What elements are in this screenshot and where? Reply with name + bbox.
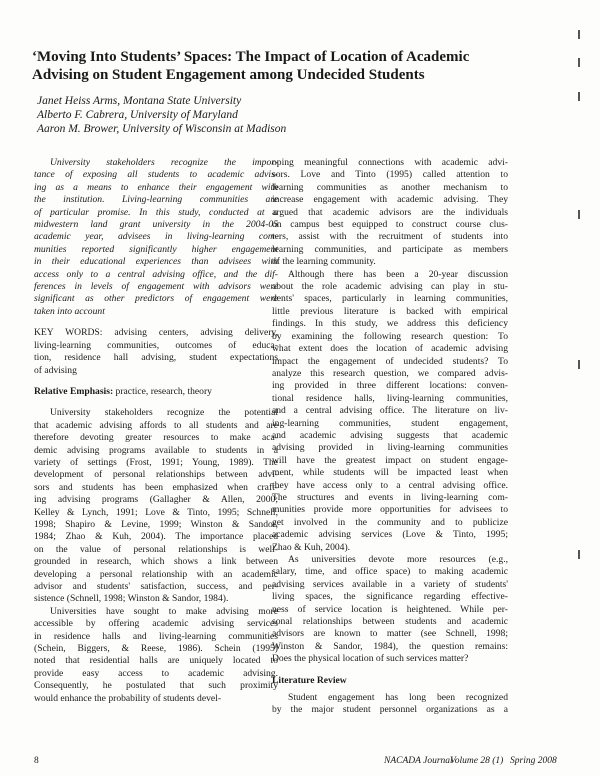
page-number: 8 (34, 756, 39, 766)
text-line: of advising (34, 364, 77, 376)
text-line: 1998; Shapiro & Levine, 1999; Winston & Sandor, (34, 518, 278, 530)
text-line: grounded in research, which shows a link between (34, 556, 278, 568)
text-line: (Schein, Biggers, & Reese, 1986). Schein (1995) (34, 643, 278, 655)
text-line: taken into account (34, 305, 105, 317)
text-line: advisors are known to matter (see Schnell, 1998; (272, 628, 508, 640)
right-body (272, 157, 508, 666)
author-line: Aaron M. Brower, University of Wisconsin at Madison (37, 123, 287, 135)
text-line: munities provide more opportunities for advisees to (272, 504, 508, 516)
text-line: tion, residence hall advising, student expectations (34, 352, 278, 364)
text-line: about the role academic advising can play in stu- (272, 281, 508, 293)
text-line: Zhao & Kuh, 2004). (272, 541, 351, 553)
text-line: developing a personal relationship with an academic (34, 568, 278, 580)
text-line: Does the physical location of such services matter? (272, 653, 469, 665)
text-line: accessible by offering academic advising services (34, 618, 278, 630)
text-line: therefore devoting greater resources to make aca- (34, 432, 278, 444)
title-line: Advising on Student Engagement among Undecided Students (32, 67, 425, 83)
text-line: on the value of personal relationships is well- (34, 543, 278, 555)
left-column (34, 157, 278, 705)
text-line: Consequently, he postulated that such proximity (34, 680, 278, 692)
title-line: ‘Moving Into Students’ Spaces: The Impact of Location of Academic (32, 49, 470, 65)
text-line: ing advising programs (Gallagher & Allen, 2000; (34, 494, 278, 506)
relative-emphasis-value: practice, research, theory (113, 385, 212, 397)
text-line: by examining the following research question: To (272, 330, 508, 342)
text-line: salary, time, and office space) to making academic (272, 566, 508, 578)
scan-edge-marks (578, 30, 582, 730)
text-line: living spaces, the significance regarding effective- (272, 591, 508, 603)
paragraph (272, 554, 508, 666)
text-line: sonal relationships between students and academic (272, 616, 508, 628)
text-line: ness of service location is heightened. While per- (272, 603, 508, 615)
text-line: sors and students has been emphasized when craft- (34, 481, 278, 493)
right-column (272, 157, 508, 717)
text-line: Winston & Sandor, 1984), the question remains: (272, 640, 508, 652)
text-line: University stakeholders recognize the potential (50, 407, 278, 419)
paragraph (272, 157, 508, 269)
text-line: ment, while students will be impacted least when (272, 467, 508, 479)
text-line: provide easy access to academic advising. (34, 667, 278, 679)
text-line: sistence (Schnell, 1998; Winston & Sandor, 1984). (34, 593, 229, 605)
text-line: ters, assist with the recruitment of students into (272, 231, 508, 243)
text-line: findings. In this study, we address this deficiency (272, 318, 508, 330)
text-line: of the learning community. (272, 256, 376, 268)
text-line: University stakeholders recognize the impor- (50, 157, 278, 168)
text-line: advising services available in a variety of students' (272, 578, 508, 590)
author-line: Alberto F. Cabrera, University of Maryland (37, 109, 238, 121)
text-line: noted that residential halls are uniquely located to (34, 655, 278, 667)
text-line: little previous literature is backed with empirical (272, 305, 508, 317)
text-line: ing-learning communities, student engagement, (272, 417, 508, 429)
text-line: advising provided in living-learning communities (272, 442, 508, 454)
text-line: argued that academic advisors are the individuals (272, 206, 508, 218)
text-line: that academic advising affords to all students and are (34, 419, 278, 431)
text-line: midwestern land grant university in the 2004-05 (34, 219, 278, 231)
text-line: impact the engagement of undecided students? To (272, 355, 508, 367)
paragraph (272, 269, 508, 554)
text-line: ing provided in three different locations: conven- (272, 380, 508, 392)
text-line: 1984; Zhao & Kuh, 2004). The importance placed (34, 531, 278, 543)
text-line: dents' spaces, particularly in learning communities, (272, 293, 508, 305)
author-line: Janet Heiss Arms, Montana State University (37, 95, 242, 107)
text-line: ing as a means to enhance their engagement with (34, 181, 278, 193)
relative-emphasis (34, 386, 278, 398)
relative-emphasis-label: Relative Emphasis: (34, 385, 114, 397)
text-line: the institution. Living-learning communities are (34, 194, 278, 206)
text-line: sors. Love and Tinto (1995) called attention to (272, 169, 508, 181)
text-line: get involved in the community and to publicize (272, 516, 508, 528)
text-line: development of personal relationships between advi- (34, 469, 278, 481)
paragraph (34, 606, 278, 705)
keywords (34, 327, 278, 377)
text-line: they have access only to a central advising office. (272, 479, 508, 491)
text-line: would enhance the probability of students devel- (34, 692, 222, 704)
text-line: living-learning communities, outcomes of educa- (34, 339, 278, 351)
text-line: on campus best equipped to construct course clus- (272, 219, 508, 231)
text-line: and academic advising suggests that academic (272, 429, 508, 441)
article-title (32, 48, 552, 84)
text-line: analyze this research question, we compared advis- (272, 367, 508, 379)
text-line: Although there has been a 20-year discussion (288, 268, 508, 280)
text-line: Student engagement has long been recognized (288, 692, 508, 704)
journal-issue: Spring 2008 (510, 756, 557, 766)
text-line: of particular promise. In this study, conducted at a (34, 206, 278, 218)
text-line: advisor and students' satisfaction, success, and per- (34, 581, 278, 592)
text-line: significant as other predictors of engagement were (34, 293, 278, 305)
text-line: learning communities, and participate as members (272, 243, 508, 255)
text-line: by the major student personnel organizations as a (272, 704, 508, 716)
text-line: access only to a central advising office, and the dif- (34, 268, 278, 280)
text-line: learning communities as another mechanism to (272, 181, 508, 193)
text-line: tional residence halls, living-learning communities, (272, 392, 508, 404)
text-line: in residence halls and living-learning communities (34, 630, 278, 642)
paragraph (34, 407, 278, 606)
text-line: demic advising programs available to students in a (34, 444, 278, 456)
text-line: will have the greatest impact on student engage- (272, 454, 508, 466)
text-line: variety of settings (Frost, 1991; Young, 1989). The (34, 456, 278, 468)
text-line: oping meaningful connections with academic advi- (272, 157, 508, 168)
text-line: As universities devote more resources (e.g., (288, 554, 508, 565)
abstract (34, 157, 278, 318)
section-heading-literature-review: Literature Review (272, 674, 347, 686)
author-list (37, 94, 286, 136)
text-line: academic year, advisees in living-learning com- (34, 231, 278, 243)
journal-name: NACADA Journal (384, 756, 453, 766)
left-body (34, 407, 278, 705)
text-line: academic advising services (Love & Tinto, 1995; (272, 529, 508, 541)
text-line: what extent does the location of academic advising (272, 343, 508, 355)
journal-volume: Volume 28 (1) (450, 756, 504, 766)
text-line: The structures and events in living-learning com- (272, 491, 508, 503)
text-line: tance of exposing all students to academic advis- (34, 169, 278, 181)
text-line: munities reported significantly higher engagement (34, 243, 278, 255)
text-line: Kelley & Lynch, 1991; Love & Tinto, 1995; Schnell, (34, 506, 278, 518)
text-line: Universities have sought to make advising more (50, 605, 278, 617)
text-line: and a central advising office. The literature on liv- (272, 405, 508, 417)
text-line: in their educational experiences than advisees with (34, 256, 278, 268)
text-line: ferences in levels of engagement with advisors were (34, 281, 278, 293)
text-line: KEY WORDS: advising centers, advising delivery, (34, 327, 278, 339)
text-line: increase engagement with academic advising. They (272, 194, 508, 206)
literature-review-body (272, 692, 508, 717)
